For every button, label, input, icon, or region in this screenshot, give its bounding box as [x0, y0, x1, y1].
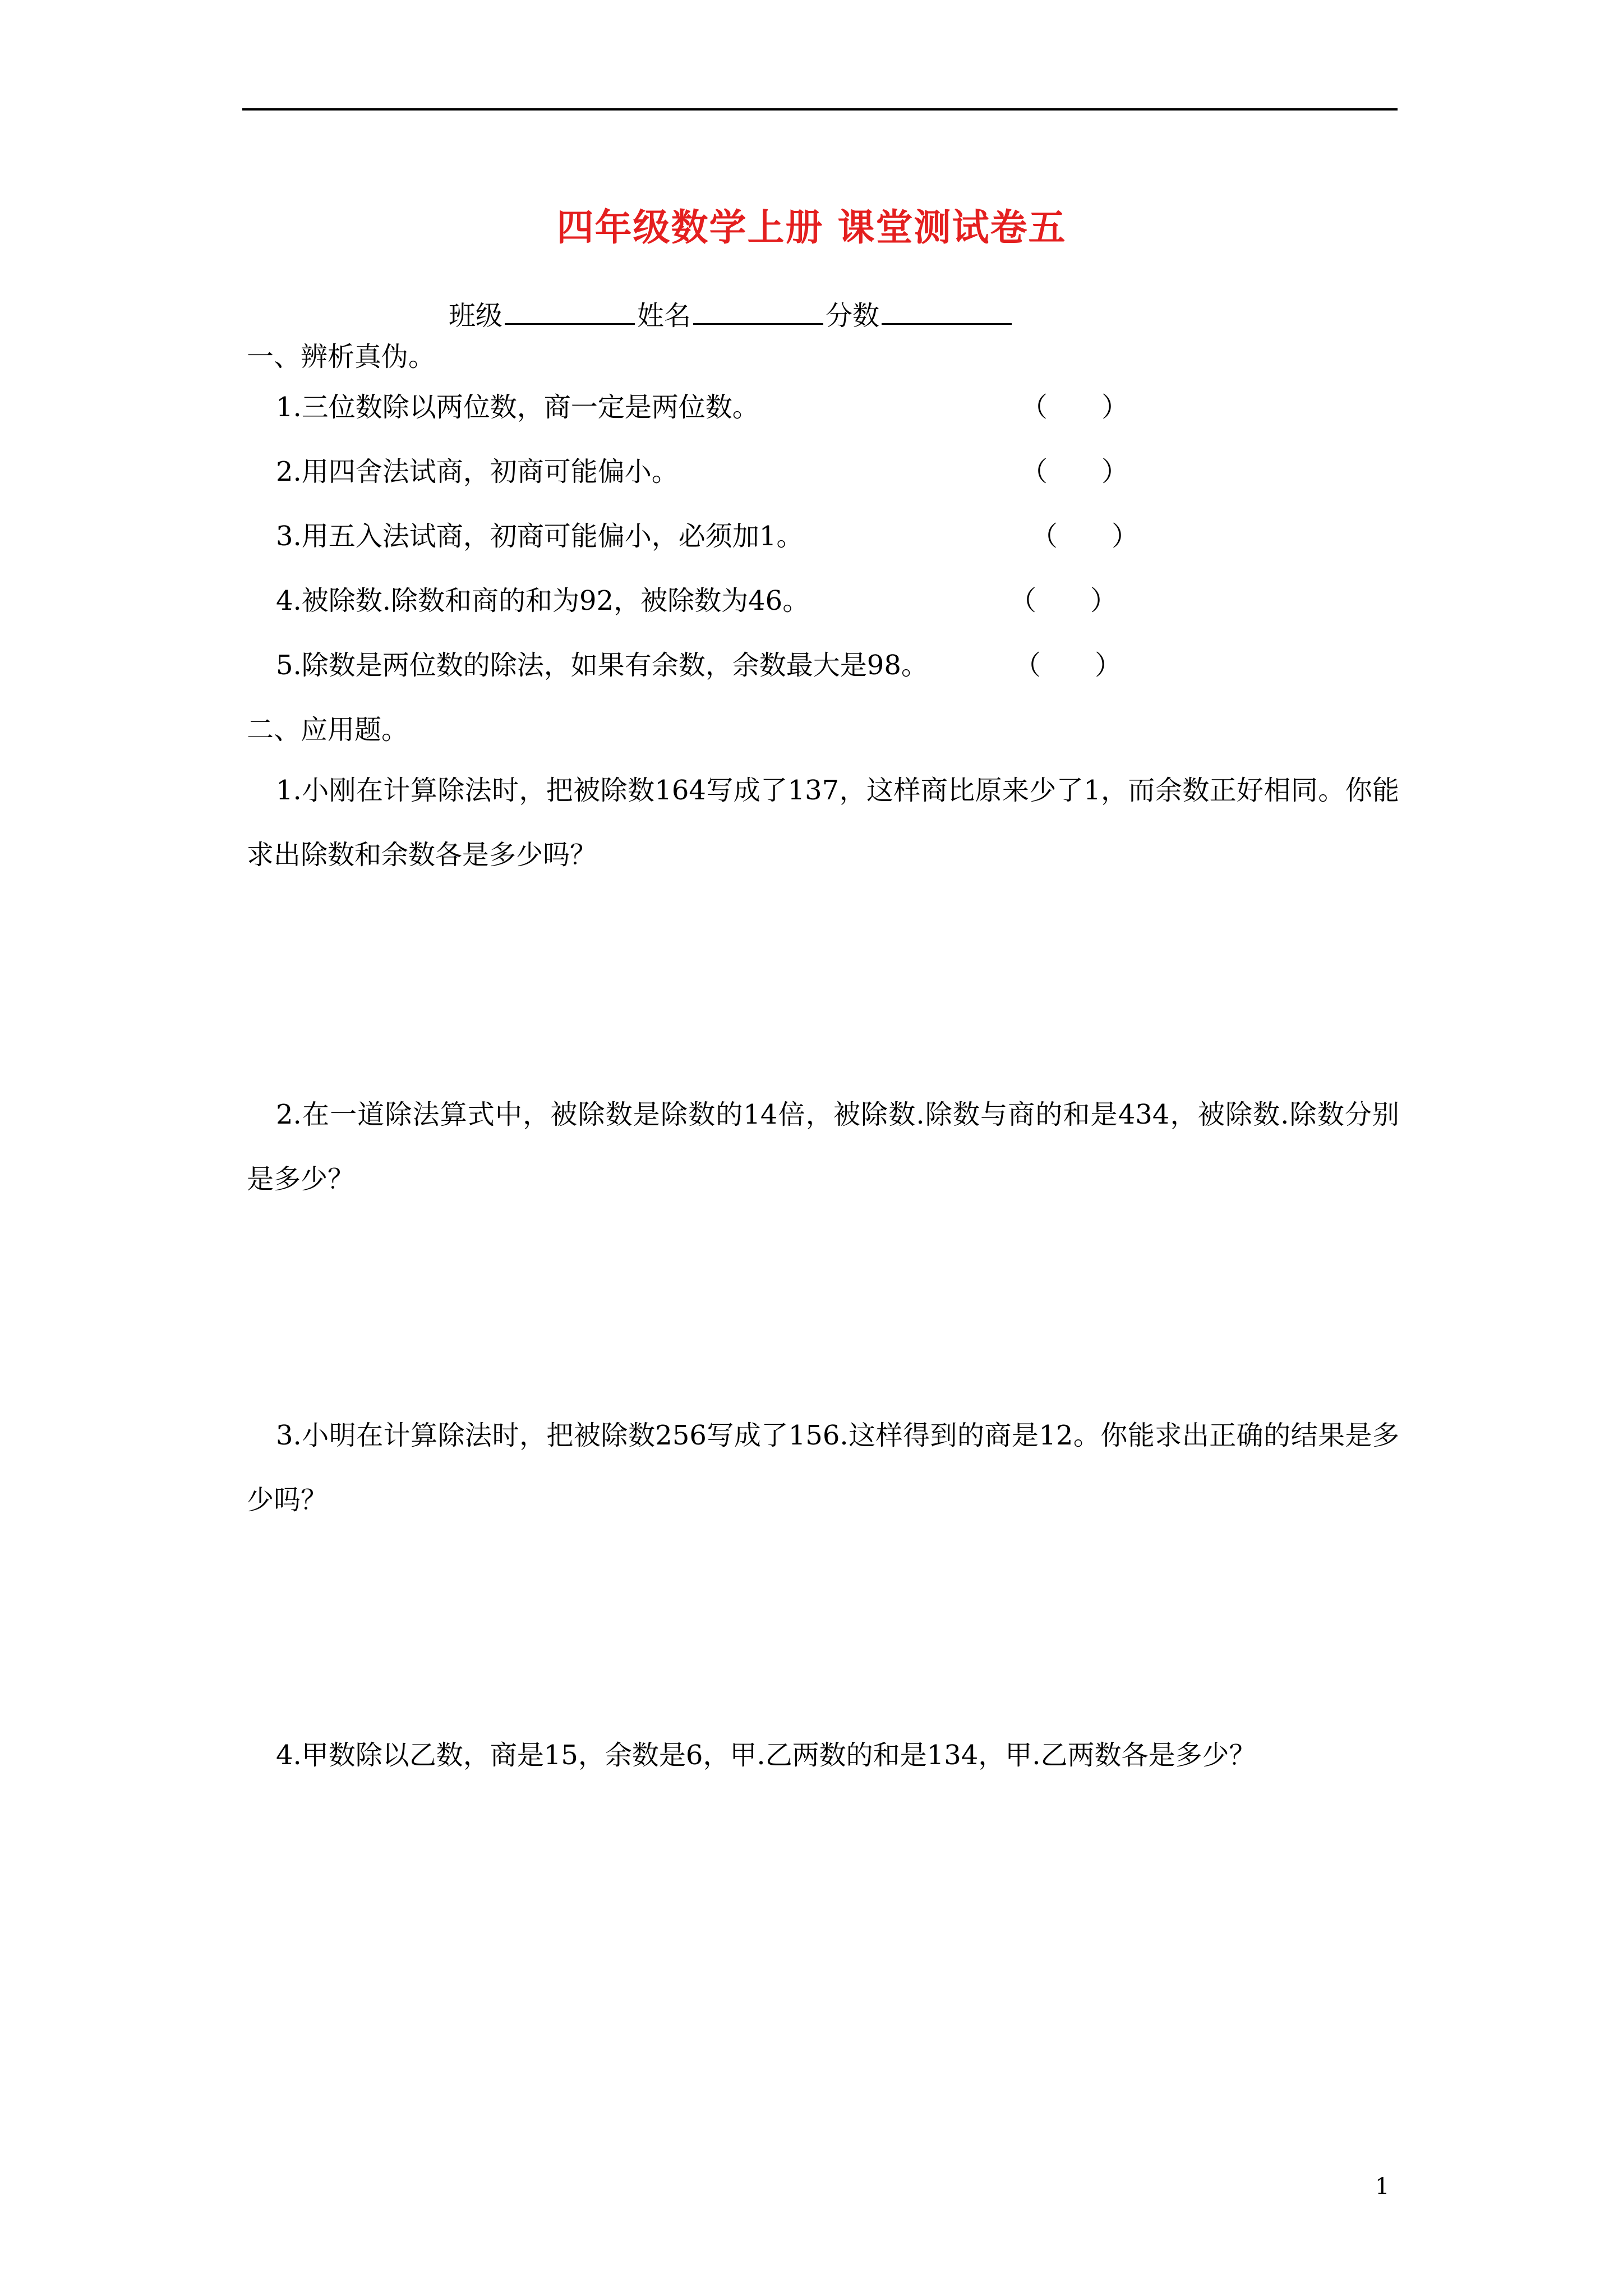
student-info-line [449, 298, 1014, 332]
section-2-heading: 二、应用题。 [247, 714, 409, 746]
name-blank[interactable] [693, 298, 823, 325]
word-problem-3: 3.小明在计算除法时，把被除数256写成了156.这样得到的商是12。你能求出正确的结果是多少吗？ [247, 1420, 1399, 1516]
class-blank[interactable] [505, 298, 635, 325]
tf-item-5: 5.除数是两位数的除法，如果有余数，余数最大是98。 [276, 650, 928, 681]
name-label: 姓名 [637, 300, 691, 332]
word-problem-2: 2.在一道除法算式中，被除数是除数的14倍，被除数.除数与商的和是434，被除数.除数分别是多少？ [247, 1099, 1399, 1195]
tf-item-4: 4.被除数.除数和商的和为92，被除数为46。 [276, 585, 810, 616]
section-1-heading: 一、辨析真伪。 [247, 341, 436, 372]
tf-item-3: 3.用五入法试商，初商可能偏小，必须加1。 [276, 521, 804, 552]
tf-item-1: 1.三位数除以两位数，商一定是两位数。 [276, 392, 759, 423]
tf-answer-bracket-2[interactable]: （ ） [1021, 456, 1129, 487]
tf-answer-bracket-3[interactable]: （ ） [1031, 521, 1139, 552]
tf-item-2: 2.用四舍法试商，初商可能偏小。 [276, 456, 679, 487]
page-title: 四年级数学上册 课堂测试卷五 [556, 205, 1067, 249]
word-problem-4: 4.甲数除以乙数，商是15，余数是6，甲.乙两数的和是134，甲.乙两数各是多少？ [276, 1740, 1256, 1771]
class-label: 班级 [449, 300, 503, 332]
page-number: 1 [1375, 2174, 1390, 2200]
tf-answer-bracket-4[interactable]: （ ） [1009, 585, 1118, 616]
tf-answer-bracket-5[interactable]: （ ） [1014, 650, 1122, 681]
score-label: 分数 [826, 300, 880, 332]
tf-answer-bracket-1[interactable]: （ ） [1021, 392, 1129, 423]
word-problem-1: 1.小刚在计算除法时，把被除数164写成了137，这样商比原来少了1，而余数正好相同。你能求出除数和余数各是多少吗？ [247, 775, 1399, 871]
score-blank[interactable] [882, 298, 1012, 325]
header-rule [242, 108, 1398, 111]
